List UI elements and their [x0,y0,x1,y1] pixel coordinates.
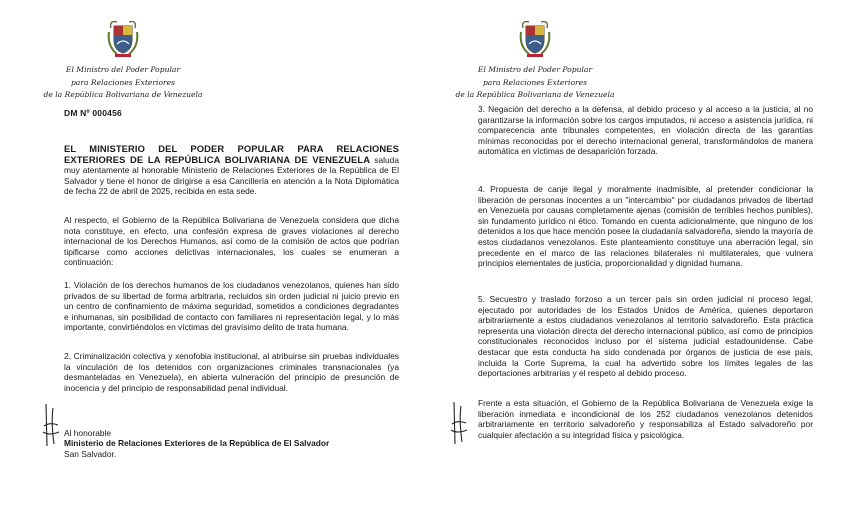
letterhead-line-1: El Ministro del Poder Popular [65,65,181,74]
intro-paragraph [64,144,399,197]
dm-number: DM Nº 000456 [64,108,122,118]
intro-bold-lead: EL MINISTERIO DEL PODER POPULAR PARA RELACIONES EXTERIORES DE LA REPÚBLICA BOLIVARIANA DE VENEZUELA [64,143,399,165]
addressee-line-1: Al honorable [64,428,112,438]
letterhead-line-1: El Ministro del Poder Popular [477,65,593,74]
document-page-1 [18,0,418,520]
coat-of-arms-seal-icon [105,18,141,58]
addressee-block [64,428,329,459]
letterhead-line-3: de la República Bolivariana de Venezuela [455,90,615,99]
addressee-line-2: Ministerio de Relaciones Exteriores de la República de El Salvador [64,438,330,449]
letterhead [430,64,640,102]
addressee-line-3: San Salvador. [64,448,117,459]
list-item-2: 2. Criminalización colectiva y xenofobia institucional, al atribuirse sin pruebas individuales la vinculación de los detenidos con organizaciones criminales transnacionales (ya desmanteladas en Venezuela), en abierta vulneración del principio de presunción de inocencia y del principio de responsabilidad penal individual. [64,351,399,393]
list-item-1: 1. Violación de los derechos humanos de los ciudadanos venezolanos, quienes han sido privados de su libertad de forma arbitraria, recluidos sin orden judicial ni juicio previo en un centro de confinamiento de máxima seguridad, sometidos a condiciones degradantes e inhumanas, sin posibilidad de contacto con familiares ni representación legal, y lo más importante, convirtiéndolos en víctimas del gravísimo delito de trata humana. [64,280,399,333]
list-item-5: 5. Secuestro y traslado forzoso a un tercer país sin orden judicial ni proceso legal, ejecutado por autoridades de los Estados Unidos de América, quienes deportaron arbitrariamente a estos ciudadanos venezolanos al territorio salvadoreño. Esta práctica representa una violación directa del derecho internacional público, así como de principios constitucionales reconocidos incluso por el sistema judicial estadounidense. Cabe destacar que esta conducta ha sido condenada por órganos de justicia de ese país, incluida la Corte Suprema, la cual ha advertido sobre los límites legales de las deportaciones arbitrarias y el respeto al debido proceso. [478,294,813,379]
document-page-2 [440,0,840,520]
list-item-3: 3. Negación del derecho a la defensa, al debido proceso y al acceso a la justicia, al no garantizarse la información sobre los cargos imputados, ni acceso a asistencia jurídica, ni comparecencia ante tribunales competentes, en violación directa de las garantías mínimas reconocidas por el derecho internacional general, transformándolos de manera automática en víctimas de desaparición forzada. [478,104,813,157]
letterhead-line-2: para Relaciones Exteriores [482,77,588,87]
letterhead-line-3: de la República Bolivariana de Venezuela [43,90,203,99]
letterhead [18,64,228,102]
final-paragraph: Frente a esta situación, el Gobierno de la República Bolivariana de Venezuela exige la liberación inmediata e incondicional de los 252 ciudadanos venezolanos detenidos arbitrariamente en territorio salvadoreño y responsabiliza al Estado salvadoreño por cualquier afectación a su integridad física y psicológica. [478,398,813,440]
signature-initials [42,402,60,450]
list-item-4: 4. Propuesta de canje ilegal y moralmente inadmisible, al pretender condicionar la liberación de personas inocentes a un "intercambio" por ciudadanos privados de libertad en Venezuela por causas completamente ajenas (comisión de terribles hechos punibles), sin fundamento jurídico ni ético. Tomando en cuenta adicionalmente, que ninguno de los detenidos a los que hace mención posee la ciudadanía salvadoreña, siendo la mayoría de estos ciudadanos venezolanos. Este planteamiento constituye una aberración legal, sin precedente en el marco de las relaciones bilaterales ni multilaterales, que vulnera principios elementales de justicia, proporcionalidad y dignidad humana. [478,184,813,269]
letterhead-line-2: para Relaciones Exteriores [70,77,176,87]
intro-text: saluda muy atentamente al honorable Ministerio de Relaciones Exteriores de la República de El Salvador y tiene el honor de dirigirse a esa Cancillería en atención a la Nota Diplomática de fecha 22 de abril de 2025, recibida en esta sede. [64,154,399,197]
signature-initials [450,400,468,448]
coat-of-arms-seal-icon [517,18,553,58]
respect-paragraph: Al respecto, el Gobierno de la República Bolivariana de Venezuela considera que dicha nota constituye, en efecto, una confesión expresa de graves violaciones al derecho internacional de los Derechos Humanos, así como de la comisión de actos que podrían tipificarse como acciones delictivas internacionales, los cuales se enumeran a continuación: [64,215,399,268]
